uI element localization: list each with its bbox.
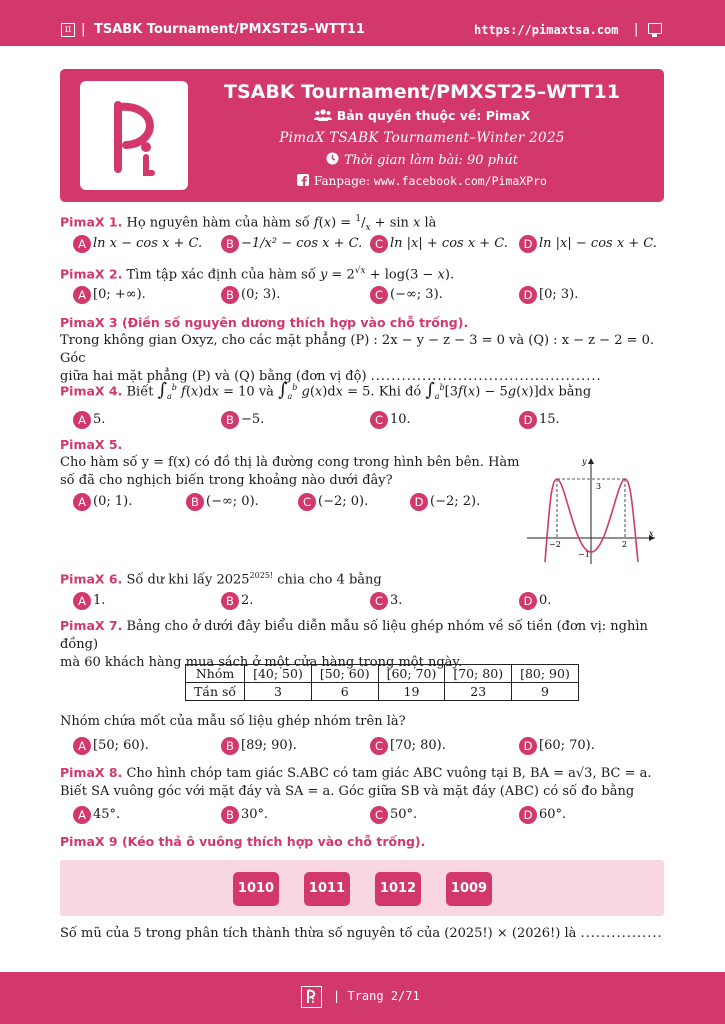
header-separator: |	[81, 22, 86, 37]
top-bar	[0, 0, 725, 46]
banner-title: TSABK Tournament/PMXST25–WTT11	[224, 81, 620, 103]
q4-text-a: Biết	[126, 384, 154, 400]
q2-label: PimaX 2.	[60, 266, 123, 282]
footer	[0, 972, 725, 1024]
table-cell: 6	[311, 683, 378, 701]
page-indicator	[333, 989, 420, 1003]
q2-option-a[interactable]: A [0; +∞).	[73, 285, 146, 305]
q8-line2: Biết SA vuông góc với mặt đáy và SA = a. Góc giữa SB và mặt đáy (ABC) có số đo bằng	[60, 784, 635, 799]
q9-text: Số mũ của 5 trong phân tích thành thừa số nguyên tố của (2025!) × (2026!) là	[60, 926, 577, 941]
question-3	[60, 314, 666, 386]
q8-option-c[interactable]: C 50°.	[370, 805, 417, 825]
question-1: PimaX 1. Họ nguyên hàm của hàm số $f(x) = ^1/_x + \sin x$ là	[60, 214, 437, 233]
table-cell: 19	[378, 683, 445, 701]
q2-option-b[interactable]: B (0; 3).	[221, 285, 280, 305]
title-banner	[60, 69, 664, 202]
question-4: PimaX 4. Biết $\int_a^b$ f(x)dx = 10 và $\int_a^b$ g(x)dx = 5. Khi đó $\int_a^b[3f(x) - 5g(x)]dx$ bằng	[60, 379, 592, 401]
q5-line2: số đã cho nghịch biến trong khoảng nào dưới đây?	[60, 473, 393, 488]
users-icon	[314, 109, 332, 121]
table-header: [60; 70)	[378, 665, 445, 683]
q9-label: PimaX 9 (Kéo thả ô vuông thích hợp vào chỗ trống).	[60, 834, 426, 849]
q1-option-b[interactable]: B −1/x² − cos x + C.	[221, 234, 362, 254]
graph-y-label: y	[582, 457, 587, 466]
q7-line1: Bảng cho ở dưới đây biểu diễn mẫu số liệu ghép nhóm về số tiền (đơn vị: nghìn đồng)	[60, 619, 648, 652]
q1-label: PimaX 1.	[60, 214, 123, 230]
header-url-link[interactable]: https://pimaxtsa.com	[474, 23, 619, 37]
monitor-icon[interactable]	[648, 23, 662, 34]
q6-text: Số dư khi lấy	[126, 572, 213, 588]
table-header-row	[186, 665, 579, 683]
table-header: Nhóm	[186, 665, 245, 683]
table-row	[186, 683, 579, 701]
table-cell: 9	[512, 683, 579, 701]
q3-line2: giữa hai mặt phẳng (P) và (Q) bằng (đơn vị độ)	[60, 369, 367, 384]
table-cell: 23	[445, 683, 512, 701]
q1-text: Họ nguyên hàm của hàm số	[126, 215, 310, 231]
q7-option-d[interactable]: D [60; 70).	[519, 736, 595, 756]
banner-time	[200, 152, 644, 168]
drag-chip-1011[interactable]: 1011	[304, 872, 350, 906]
question-9	[60, 833, 666, 852]
banner-subtitle: PimaX TSABK Tournament–Winter 2025	[279, 130, 565, 146]
q6-exp: 2025!	[249, 571, 274, 580]
table-cell: Tần số	[186, 683, 245, 701]
q9-statement	[60, 925, 666, 943]
q1-option-c[interactable]: C ln |x| + cos x + C.	[370, 234, 508, 254]
q4-option-b[interactable]: B −5.	[221, 410, 264, 430]
drag-chip-1012[interactable]: 1012	[375, 872, 421, 906]
table-header: [40; 50)	[245, 665, 312, 683]
graph-tick-2: 2	[622, 540, 628, 549]
q2-option-c[interactable]: C (−∞; 3).	[370, 285, 443, 305]
q5-function-graph	[525, 452, 660, 567]
q4-text-b: = 10 và	[223, 384, 274, 400]
graph-tick-3: 3	[596, 482, 602, 491]
q6-option-b[interactable]: B 2.	[221, 591, 253, 611]
q8-option-d[interactable]: D 60°.	[519, 805, 566, 825]
question-6	[60, 567, 666, 589]
header-title: TSABK Tournament/PMXST25–WTT11	[94, 22, 365, 37]
fanpage-link[interactable]: www.facebook.com/PimaXPro	[373, 174, 547, 188]
q6-suffix: chia cho 4 bằng	[277, 572, 382, 588]
q4-text-d: bằng	[558, 384, 592, 400]
table-header: [70; 80)	[445, 665, 512, 683]
q7-option-b[interactable]: B [89; 90).	[221, 736, 297, 756]
q1-option-a[interactable]: A ln x − cos x + C.	[73, 234, 202, 254]
q5-option-c[interactable]: C (−2; 0).	[298, 492, 368, 512]
banner-fanpage	[200, 174, 644, 188]
table-cell: 3	[245, 683, 312, 701]
pi-icon: π	[61, 23, 75, 37]
q3-label: PimaX 3 (Điền số nguyên dương thích hợp vào chỗ trống).	[60, 315, 469, 330]
banner-time-text: Thời gian làm bài: 90 phút	[344, 153, 518, 168]
q5-option-d[interactable]: D (−2; 2).	[410, 492, 480, 512]
q6-option-a[interactable]: A 1.	[73, 591, 105, 611]
q8-label: PimaX 8.	[60, 765, 123, 780]
q8-option-a[interactable]: A 45°.	[73, 805, 120, 825]
question-2: PimaX 2. Tìm tập xác định của hàm số $y = 2^{√x} + \log(3 - x)$.	[60, 266, 455, 283]
q6-option-c[interactable]: C 3.	[370, 591, 402, 611]
pimax-logo	[80, 81, 188, 190]
q9-drop-blank[interactable]: ................	[580, 926, 663, 941]
footer-separator: |	[333, 989, 341, 1003]
q4-text-c: = 5. Khi đó	[347, 384, 422, 400]
q1-suffix: là	[424, 215, 437, 231]
q6-option-d[interactable]: D 0.	[519, 591, 551, 611]
graph-tick-neg2: −2	[549, 540, 561, 549]
q5-label: PimaX 5.	[60, 437, 123, 452]
drag-chip-area	[60, 860, 664, 916]
pimax-logo-small-icon	[301, 986, 322, 1008]
q3-line1: Trong không gian Oxyz, cho các mặt phẳng (P) : 2x − y − z − 3 = 0 và (Q) : x − z − 2 = 0. Góc	[60, 333, 655, 366]
clock-icon	[326, 152, 339, 165]
q4-option-a[interactable]: A 5.	[73, 410, 105, 430]
fanpage-label: Fanpage:	[314, 174, 371, 188]
q4-option-d[interactable]: D 15.	[519, 410, 560, 430]
q7-label: PimaX 7.	[60, 618, 123, 633]
facebook-icon	[297, 174, 309, 186]
q3-answer-blank[interactable]: .............................................	[370, 369, 602, 384]
table-header: [50; 60)	[311, 665, 378, 683]
q7-line2: mà 60 khách hàng mua sách ở một cửa hàng trong một ngày.	[60, 655, 463, 670]
q8-option-b[interactable]: B 30°.	[221, 805, 268, 825]
q2-text: Tìm tập xác định của hàm số	[126, 267, 316, 283]
q7-option-a[interactable]: A [50; 60).	[73, 736, 149, 756]
question-8	[60, 764, 666, 801]
q5-option-b[interactable]: B (−∞; 0).	[186, 492, 259, 512]
table-header: [80; 90)	[512, 665, 579, 683]
q4-option-c[interactable]: C 10.	[370, 410, 411, 430]
q1-option-d[interactable]: D ln |x| − cos x + C.	[519, 234, 657, 254]
q5-line1: Cho hàm số y = f(x) có đồ thị là đường cong trong hình bên bên. Hàm	[60, 455, 520, 470]
q6-base: 2025	[216, 572, 250, 588]
banner-owner-text: Bản quyền thuộc về: PimaX	[336, 108, 531, 123]
banner-owner	[200, 108, 644, 123]
frequency-table	[185, 664, 579, 701]
q4-label: PimaX 4.	[60, 383, 123, 399]
graph-x-label: x	[649, 529, 654, 538]
q6-label: PimaX 6.	[60, 571, 123, 587]
drag-chip-1009[interactable]: 1009	[446, 872, 492, 906]
header-separator-2: |	[634, 22, 639, 37]
q2-option-d[interactable]: D [0; 3).	[519, 285, 578, 305]
drag-chip-1010[interactable]: 1010	[233, 872, 279, 906]
q5-option-a[interactable]: A (0; 1).	[73, 492, 132, 512]
question-5	[60, 436, 525, 490]
page-number: Trang 2/71	[347, 989, 420, 1003]
q7-question: Nhóm chứa mốt của mẫu số liệu ghép nhóm trên là?	[60, 714, 406, 729]
q7-option-c[interactable]: C [70; 80).	[370, 736, 446, 756]
graph-tick-neg1: −1	[578, 550, 590, 559]
q8-line1: Cho hình chóp tam giác S.ABC có tam giác ABC vuông tại B, BA = a√3, BC = a.	[126, 766, 652, 781]
